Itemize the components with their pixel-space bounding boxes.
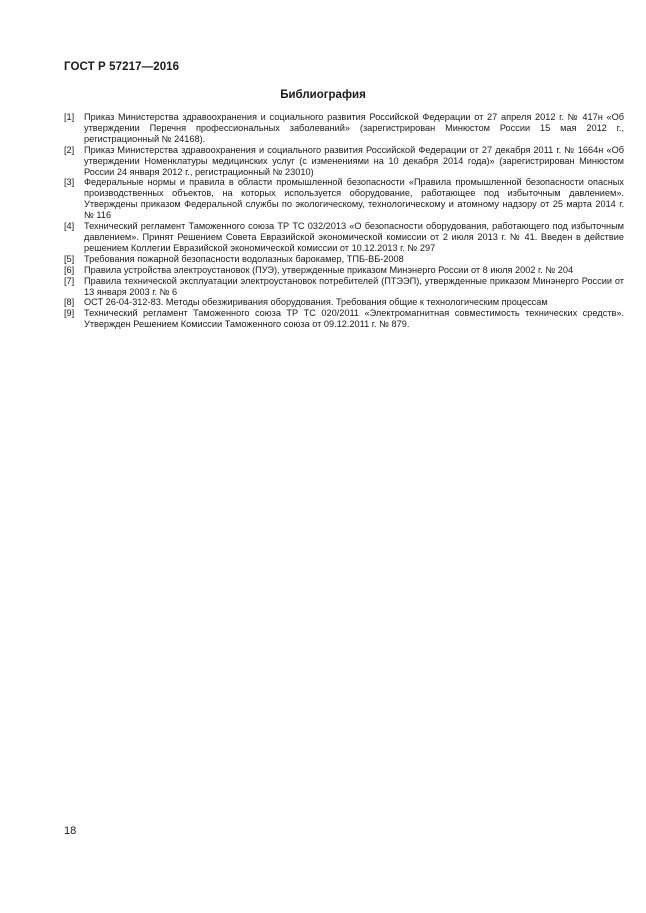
page-number: 18	[64, 825, 77, 837]
bibliography-entry-4	[64, 221, 624, 254]
entry-number: [4]	[64, 221, 75, 232]
entry-number: [3]	[64, 177, 75, 188]
bibliography-entry-7	[64, 276, 624, 298]
bibliography-entry-2	[64, 145, 624, 178]
entry-number: [7]	[64, 275, 75, 286]
bibliography-title: Библиография	[280, 89, 366, 101]
document-code: ГОСТ Р 57217—2016	[64, 61, 180, 73]
bibliography-entry-8	[64, 297, 624, 308]
entry-text: ОСТ 26-04-312-83. Методы обезжиривания оборудования. Требования общие к технологическим процессам	[84, 297, 548, 308]
bibliography-list	[64, 112, 624, 330]
entry-number: [5]	[64, 253, 75, 264]
entry-number: [6]	[64, 264, 75, 275]
bibliography-entry-1	[64, 112, 624, 145]
bibliography-entry-9	[64, 308, 624, 330]
entry-number: [9]	[64, 308, 75, 319]
entry-number: [1]	[64, 112, 75, 122]
bibliography-entry-3	[64, 177, 624, 221]
bibliography-entry-6	[64, 265, 624, 276]
entry-text: Приказ Министерства здравоохранения и социального развития Российской Федерации от 27 апреля 2012 г. № 417н «Об утверждении Перечня профессиональных заболеваний» (зарегистрирован Минюстом России 15 мая 2012 г., регистрационный № 24168).	[84, 112, 624, 144]
entry-text: Правила устройства электроустановок (ПУЭ), утвержденные приказом Минэнерго России от 8 июля 2002 г. № 204	[84, 264, 574, 275]
entry-text: Технический регламент Таможенного союза ТР ТС 020/2011 «Электромагнитная совместимость технических средств». Утвержден Решением Комиссии Таможенного союза от 09.12.2011 г. № 879.	[84, 308, 624, 330]
entry-number: [8]	[64, 297, 75, 308]
entry-text: Правила технической эксплуатации электроустановок потребителей (ПТЭЭП), утвержденные приказом Минэнерго России от 13 января 2003 г. № 6	[84, 275, 624, 297]
entry-text: Приказ Министерства здравоохранения и социального развития Российской Федерации от 27 декабря 2011 г. № 1664н «Об утверждении Номенклатуры медицинских услуг (с изменениями на 10 декабря 2014 года)» (зарегистрирован Минюстом России 24 января 2012 г., регистрационный № 23010)	[84, 144, 624, 177]
entry-text: Федеральные нормы и правила в области промышленной безопасности «Правила промышленной безопасности опасных производственных объектов, на которых используется оборудование, работающее под избыточным давлением». Утверждены приказом Федеральной службы по экологическому, технологическому и атомному надзору от 25 марта 2014 г. № 116	[84, 177, 624, 221]
entry-text: Требования пожарной безопасности водолазных барокамер, ТПБ-ВБ-2008	[84, 253, 404, 264]
bibliography-entry-5	[64, 254, 624, 265]
entry-number: [2]	[64, 144, 75, 155]
entry-text: Технический регламент Таможенного союза ТР ТС 032/2013 «О безопасности оборудования, работающего под избыточным давлением». Принят Решением Совета Евразийской экономической комиссии от 2 июля 2013 г. № 41. Введен в действие решением Коллегии Евразийской экономической комиссии от 10.12.2013 г. № 297	[84, 221, 624, 253]
